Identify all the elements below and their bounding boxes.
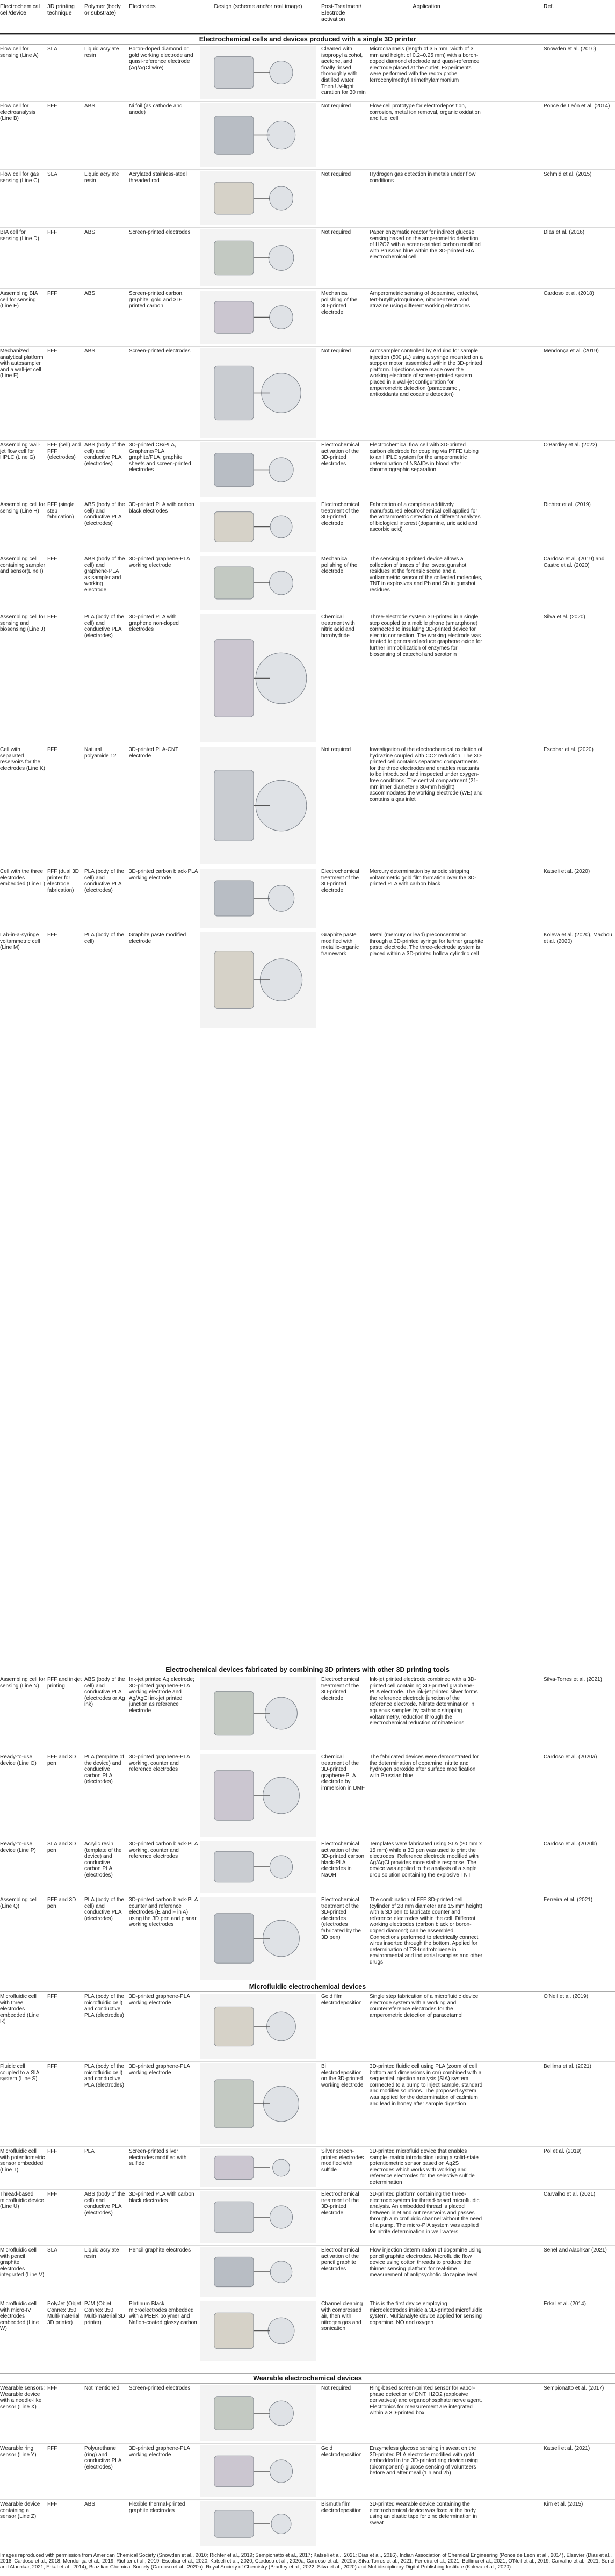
- reference: Erkal et al. (2014): [544, 2301, 586, 2307]
- polymer: PLA (body of the cell) and conductive PLA (electrodes): [84, 614, 124, 639]
- electrodes: 3D-printed graphene-PLA working electrode: [129, 1994, 190, 2006]
- table-row: [0, 2245, 615, 2299]
- post-treatment: Channel cleaning with compressed air, then with nitrogen gas and sonication: [321, 2301, 363, 2332]
- device-design-image: [200, 1841, 316, 1893]
- reference: Katseli et al. (2021): [544, 2445, 590, 2451]
- table-row: [0, 2146, 615, 2190]
- section-heading: Electrochemical devices fabricated by combining 3D printers with other 3D printing tools: [0, 1665, 615, 1675]
- post-treatment: Electrochemical treatment of the 3D-printed electrode: [321, 502, 359, 526]
- device-name: Lab-in-a-syringe voltammetric cell (Line M): [0, 932, 40, 951]
- post-treatment: Not required: [321, 2385, 351, 2391]
- electrodes: 3D-printed graphene-PLA working electrode: [129, 2445, 190, 2458]
- electrodes: 3D-printed CB/PLA, Graphene/PLA, graphite/PLA, graphite sheets and screen-printed electrodes: [129, 442, 191, 473]
- electrodes: Ni foil (as cathode and anode): [129, 103, 183, 116]
- printing-technique: FFF: [47, 2501, 57, 2507]
- post-treatment: Bismuth film electrodeposition: [321, 2501, 362, 2514]
- section-heading: Wearable electrochemical devices: [0, 2373, 615, 2384]
- printing-technique: FFF: [47, 2191, 57, 2197]
- table-row: [0, 2061, 615, 2147]
- reference: Katseli et al. (2020): [544, 869, 590, 875]
- device-design-image: [200, 2191, 316, 2243]
- electrodes: 3D-printed carbon black-PLA working, counter and reference electrodes: [129, 1841, 198, 1860]
- printing-technique: FFF: [47, 103, 57, 109]
- device-design-image: [200, 1897, 316, 1980]
- polymer: PJM (Objet Connex 350 Multi-material 3D printer): [84, 2301, 125, 2326]
- electrodes: 3D-printed PLA with graphene non-doped electrodes: [129, 614, 179, 633]
- table-row: [0, 554, 615, 612]
- table-row: [0, 1991, 615, 2062]
- polymer: ABS: [84, 103, 96, 109]
- device-design-image: [200, 614, 316, 742]
- post-treatment: Electrochemical treatment of the 3D-printed electrode: [321, 2191, 359, 2216]
- polymer: ABS: [84, 348, 96, 354]
- post-treatment: Silver screen-printed electrodes modified with sulfide: [321, 2148, 364, 2173]
- electrodes: Acrylated stainless-steel threaded rod: [129, 171, 187, 184]
- polymer: Liquid acrylate resin: [84, 2247, 119, 2260]
- post-treatment: Not required: [321, 171, 351, 177]
- header-cell: Application: [413, 3, 440, 10]
- application: Flow injection determination of dopamine using pencil graphite electrodes. Microfluidic flow device using cotton threads to produce the thinner sensing platform for real-time measurement of antipsychotic clozapine level: [370, 2247, 482, 2278]
- device-design-image: [200, 932, 316, 1028]
- printing-technique: SLA: [47, 2247, 57, 2253]
- printing-technique: FFF: [47, 2063, 57, 2069]
- device-design-image: [200, 556, 316, 610]
- device-name: Fluidic cell coupled to a SIA system (Line S): [0, 2063, 39, 2082]
- application: 3D-printed platform containing the three-electrode system for thread-based microfluidic analysis. An embedded thread is placed between inlet and out reservoirs and passes through a microfluidic channel without the need of a pump. The micro-PIA system was applied for nitrite determination in well waters: [370, 2191, 482, 2235]
- reference: Silva et al. (2020): [544, 614, 585, 620]
- electrodes: 3D-printed graphene-PLA working, counter and reference electrodes: [129, 1754, 190, 1773]
- printing-technique: FFF: [47, 747, 57, 753]
- reference: Mendonça et al. (2019): [544, 348, 599, 354]
- device-name: Wearable device containing a sensor (Line Z): [0, 2501, 40, 2520]
- device-name: Assembling cell containing sampler and sensor(Line I): [0, 556, 45, 575]
- printing-technique: FFF: [47, 229, 57, 235]
- reference: Ponce de León et al. (2014): [544, 103, 610, 109]
- polymer: Acrylic resin (template of the device) and conductive carbon PLA (electrodes): [84, 1841, 122, 1878]
- device-name: Microfluidic cell with potentiometric sensor embedded (Line T): [0, 2148, 45, 2173]
- post-treatment: Electrochemical activation of the 3D-printed carbon black-PLA electrodes in NaOH: [321, 1841, 365, 1878]
- printing-technique: FFF: [47, 348, 57, 354]
- electrodes: 3D-printed carbon black-PLA working electrode: [129, 869, 198, 881]
- application: Autosampler controlled by Arduino for sample injection (500 µL) using a syringe mounted on a stepper motor, assembled within the 3D-printed platform. Injections were made over the working electrode of screen-printed system placed in a wall-jet configuration for amperometric detection (paracetamol, antioxidants and cocaine detection): [370, 348, 483, 398]
- polymer: PLA (body of the cell) and conductive PLA (electrodes): [84, 869, 124, 893]
- reference: Sempionatto et al. (2017): [544, 2385, 604, 2391]
- printing-technique: PolyJet (Objet Connex 350 Multi-material 3D printer): [47, 2301, 81, 2326]
- reference: Ferreira et al. (2021): [544, 1897, 593, 1903]
- application: Ring-based screen-printed sensor for vapor-phase detection of DNT, H2O2 (explosive derivatives) and organophosphate nerve agent. Electronics for measurement are integrated within a 3D-printed box: [370, 2385, 482, 2416]
- device-name: Flow cell for gas sensing (Line C): [0, 171, 39, 184]
- device-design-image: [200, 442, 316, 497]
- device-design-image: [200, 348, 316, 438]
- reference: O'Bardley et al. (2022): [544, 442, 597, 448]
- device-design-image: [200, 869, 316, 928]
- device-design-image: [200, 2247, 316, 2297]
- device-name: Assembling cell (Line Q): [0, 1897, 38, 1909]
- table-row: [0, 2499, 615, 2549]
- electrodes: Screen-printed electrodes: [129, 229, 191, 235]
- header-cell: 3D printing technique: [47, 3, 75, 16]
- electrodes: Screen-printed carbon, graphite, gold and 3D-printed carbon: [129, 291, 184, 309]
- electrodes: Flexible thermal-printed graphite electrodes: [129, 2501, 185, 2514]
- device-design-image: [200, 103, 316, 167]
- printing-technique: FFF: [47, 556, 57, 562]
- device-design-image: [200, 2301, 316, 2361]
- device-name: Ready-to-use device (Line O): [0, 1754, 37, 1766]
- electrodes: 3D-printed PLA with carbon black electrodes: [129, 502, 194, 514]
- polymer: ABS (body of the cell) and graphene-PLA as sampler and working electrode: [84, 556, 125, 593]
- device-name: Flow cell for electroanalysis (Line B): [0, 103, 36, 122]
- section-heading: Electrochemical cells and devices produced with a single 3D printer: [0, 34, 615, 45]
- printing-technique: FFF (single step fabrication): [47, 502, 75, 521]
- post-treatment: Electrochemical treatment of the 3D-printed electrode: [321, 869, 359, 893]
- reference: Richter et al. (2019): [544, 502, 591, 508]
- post-treatment: Electrochemical activation of the pencil graphite electrodes: [321, 2247, 359, 2272]
- table-row: [0, 1895, 615, 1982]
- header-cell: Electrochemical cell/device: [0, 3, 40, 16]
- device-design-image: [200, 171, 316, 225]
- device-design-image: [200, 1994, 316, 2059]
- post-treatment: Chemical treatment of the 3D-printed graphene-PLA electrode by immersion in DMF: [321, 1754, 365, 1791]
- table-row: [0, 101, 615, 170]
- printing-technique: SLA: [47, 46, 57, 52]
- reference: Snowden et al. (2010): [544, 46, 596, 52]
- header-cell: Design (scheme and/or real image): [214, 3, 302, 10]
- polymer: Not mentioned: [84, 2385, 120, 2391]
- table-row: [0, 288, 615, 347]
- printing-technique: FFF: [47, 2385, 57, 2391]
- polymer: ABS: [84, 2501, 96, 2507]
- electrodes: 3D-printed PLA-CNT electrode: [129, 747, 179, 759]
- application: Amperometric sensing of dopamine, catechol, tert-butylhydroquinone, nitrobenzene, and atrazine using different working electrodes: [370, 291, 479, 309]
- reference: Koleva et al. (2020), Machou et al. (2020): [544, 932, 612, 944]
- post-treatment: Not required: [321, 348, 351, 354]
- table-row: [0, 2189, 615, 2246]
- printing-technique: FFF (dual 3D printer for electrode fabrication): [47, 869, 79, 893]
- printing-technique: FFF: [47, 2148, 57, 2154]
- reference: Escobar et al. (2020): [544, 747, 594, 753]
- table-row: [0, 346, 615, 441]
- device-name: Thread-based microfluidic device (Line U): [0, 2191, 44, 2210]
- reference: Carvalho et al. (2021): [544, 2191, 596, 2197]
- application: The combination of FFF 3D-printed cell (cylinder of 28 mm diameter and 15 mm height) with a 3D pen to fabricate counter and reference electrodes within the cell. Different working electrodes (carbon black or boron-doped diamond) can be assembled. Connections performed to electrically connect wires inserted through the bottom. Applied for determination of TS-trinitrotoluene in environmental and industrial samples and other drugs: [370, 1897, 483, 1965]
- header-cell: Ref.: [544, 3, 554, 10]
- device-name: Assembling cell for sensing and biosensing (Line J): [0, 614, 45, 633]
- post-treatment: Electrochemical activation of the 3D-printed electrodes: [321, 442, 359, 467]
- device-name: Assembling cell for sensing (Line N): [0, 1677, 45, 1689]
- printing-technique: FFF and 3D pen: [47, 1754, 76, 1766]
- table-row: [0, 2299, 615, 2363]
- table-row: [0, 1675, 615, 1752]
- printing-technique: FFF and 3D pen: [47, 1897, 76, 1909]
- electrodes: Graphite paste modified electrode: [129, 932, 186, 944]
- electrodes: 3D-printed graphene-PLA working electrode: [129, 2063, 190, 2076]
- electrodes: Screen-printed electrodes: [129, 348, 191, 354]
- polymer: PLA (body of the cell): [84, 932, 124, 944]
- polymer: ABS (body of the cell) and conductive PLA (electrodes): [84, 2191, 125, 2216]
- table-row: [0, 745, 615, 867]
- application: Electrochemical flow cell with 3D-printed carbon electrode for coupling via PTFE tubing to an HPLC system for the amperometric determination of NSAIDs in blood after chromatographic separation: [370, 442, 479, 473]
- printing-technique: FFF: [47, 932, 57, 938]
- printing-technique: FFF (cell) and FFF (electrodes): [47, 442, 81, 461]
- electrodes: Platinum Black microelectrodes embedded with a PEEK polymer and Nafion-coated glassy carbon: [129, 2301, 197, 2326]
- application: The sensing 3D-printed device allows a collection of traces of the lowest gunshot residues at the forensic scene and a voltammetric sensor of the collected molecules, TNT in explosives and Pb and Sb in gunshot residues: [370, 556, 483, 593]
- device-design-image: [200, 229, 316, 286]
- polymer: Natural polyamide 12: [84, 747, 117, 759]
- device-design-image: [200, 2501, 316, 2546]
- printing-technique: FFF: [47, 291, 57, 297]
- application: Flow-cell prototype for electrodeposition, corrosion, metal ion removal, organic oxidation and fuel cell: [370, 103, 481, 122]
- post-treatment: Graphite paste modified with metallic-organic framework: [321, 932, 359, 957]
- section-heading: Microfluidic electrochemical devices: [0, 1982, 615, 1992]
- electrodes: 3D-printed graphene-PLA working electrode: [129, 556, 190, 568]
- device-design-image: [200, 2063, 316, 2144]
- polymer: PLA (body of the microfluidic cell) and conductive PLA (electrodes): [84, 2063, 124, 2088]
- device-name: Microfluidic cell with three electrodes embedded (Line R): [0, 1994, 39, 2025]
- header-cell: Electrodes: [129, 3, 156, 10]
- header-cell: Post-Treatment/ Electrode activation: [321, 3, 361, 23]
- electrodes: 3D-printed carbon black-PLA counter and reference electrodes (E and F in A) using the 3D pen and planar working electrodes: [129, 1897, 198, 1928]
- electrodes: Pencil graphite electrodes: [129, 2247, 191, 2253]
- polymer: PLA (body of the microfluidic cell) and conductive PLA (electrodes): [84, 1994, 124, 2018]
- device-name: Wearable ring sensor (Line Y): [0, 2445, 37, 2458]
- printing-technique: FFF: [47, 614, 57, 620]
- electrodes: Screen-printed electrodes: [129, 2385, 191, 2391]
- application: 3D-printed fluidic cell using PLA (zoom of cell bottom and dimensions in cm) combined with a sequential injection analysis (SIA) system connected to a pump to inject sample, standard and modifier solutions. The proposed system was applied for the determination of cadmium and lead in honey after sample digestion: [370, 2063, 483, 2107]
- polymer: Liquid acrylate resin: [84, 171, 119, 184]
- post-treatment: Gold electrodeposition: [321, 2445, 362, 2458]
- reference: Dias et al. (2016): [544, 229, 585, 235]
- device-name: Cell with the three electrodes embedded (Line L): [0, 869, 45, 887]
- device-name: Ready-to-use device (Line P): [0, 1841, 36, 1853]
- polymer: PLA: [84, 2148, 95, 2154]
- polymer: ABS: [84, 291, 96, 297]
- printing-technique: SLA and 3D pen: [47, 1841, 76, 1853]
- electrodes: Boron-doped diamond or gold working electrode and quasi-reference electrode (Ag/AgCl wire): [129, 46, 193, 71]
- printing-technique: FFF: [47, 1994, 57, 2000]
- reference: Cardoso et al. (2019) and Castro et al. (2020): [544, 556, 605, 568]
- reference: Kim et al. (2015): [544, 2501, 583, 2507]
- reference: Pol et al. (2019): [544, 2148, 582, 2154]
- table-header: [0, 0, 615, 34]
- reference: Cardoso et al. (2020a): [544, 1754, 597, 1760]
- printing-technique: FFF and inkjet printing: [47, 1677, 82, 1689]
- polymer: Liquid acrylate resin: [84, 46, 119, 59]
- reference: Cardoso et al. (2018): [544, 291, 594, 297]
- table-row: [0, 227, 615, 289]
- electrodes: Ink-jet printed Ag electrode; 3D-printed graphene-PLA working electrode and Ag/AgCl ink-jet printed junction as reference electrode: [129, 1677, 194, 1714]
- device-design-image: [200, 1754, 316, 1837]
- device-design-image: [200, 291, 316, 344]
- table-row: [0, 500, 615, 554]
- table-row: [0, 440, 615, 500]
- polymer: ABS (body of the cell) and conductive PLA (electrodes): [84, 442, 125, 467]
- application: 3D-printed microfluid device that enables sample–matrix introduction using a solid-state potentiometric sensor based on Ag2S electrodes which works with working and reference electrodes for the selective sulfide determination: [370, 2148, 479, 2185]
- device-name: Assembling wall-jet flow cell for HPLC (Line G): [0, 442, 41, 461]
- printing-technique: FFF: [47, 2445, 57, 2451]
- post-treatment: Bi electrodeposition on the 3D-printed working electrode: [321, 2063, 364, 2088]
- header-cell: Polymer (body or substrate): [84, 3, 121, 16]
- electrodes: Screen-printed silver electrodes modified with sulfide: [129, 2148, 187, 2167]
- application: Mercury determination by anodic stripping voltammetric gold film formation over the 3D-printed PLA with carbon black: [370, 869, 476, 887]
- table-row: [0, 2443, 615, 2500]
- application: This is the first device employing microelectrodes inside a 3D-printed microfluidic system. Multianalyte device applied for sensing dopamine, NO and oxygen: [370, 2301, 483, 2326]
- polymer: ABS (body of the cell) and conductive PLA (electrodes or Ag ink): [84, 1677, 125, 1708]
- table-row: [0, 930, 615, 1030]
- application: Investigation of the electrochemical oxidation of hydrazine coupled with CO2 reduction. The 3D-printed cell contains separated compartments for the three electrodes and enables reactants to be introduced and inspected under oxygen-free conditions. The central compartment (21-mm inner diameter x 80-mm height) accommodates the working electrode (WE) and contains a gas inlet: [370, 747, 483, 803]
- post-treatment: Not required: [321, 103, 351, 109]
- application: Templates were fabricated using SLA (20 mm x 15 mm) while a 3D pen was used to print the electrodes. Reference electrode modified with Ag/AgCl provides more stable response. The device was applied to the analysis of a single drop solution containing the explosive TNT: [370, 1841, 482, 1878]
- post-treatment: Cleaned with isopropyl alcohol, acetone, and finally rinsed thoroughly with distilled water. Then UV-light curation for 30 min: [321, 46, 366, 96]
- device-name: Microfluidic cell with micro-IV electrodes embedded (Line W): [0, 2301, 39, 2332]
- post-treatment: Mechanical polishing of the 3D-printed electrode: [321, 291, 358, 315]
- device-name: Microfluidic cell with pencil graphite electrodes integrated (Line V): [0, 2247, 45, 2278]
- post-treatment: Mechanical polishing of the electrode: [321, 556, 358, 575]
- device-design-image: [200, 747, 316, 864]
- application: Single step fabrication of a microfluidic device electrode system with a working and counterreference electrodes for the amperometric detection of paracetamol: [370, 1994, 479, 2018]
- post-treatment: Gold film electrodeposition: [321, 1994, 362, 2006]
- table-row: [0, 1839, 615, 1895]
- application: Three-electrode system 3D-printed in a single step coupled to a mobile phone (smartphone) connected to insulating 3D-printed device for electric connection. The working electrode was treated to generated reduce graphene oxide for further immobilization of enzymes for biosensing of catechol and serotonin: [370, 614, 482, 658]
- post-treatment: Chemical treatment with nitric acid and borohydride: [321, 614, 355, 639]
- device-name: Cell with separated reservoirs for the electrodes (Line K): [0, 747, 45, 771]
- application: The fabricated devices were demonstrated for the determination of dopamine, nitrite and hydrogen peroxide after surface modification with Prussian blue: [370, 1754, 479, 1779]
- device-design-image: [200, 2385, 316, 2441]
- reference: Bellima et al. (2021): [544, 2063, 591, 2069]
- table-row: [0, 169, 615, 228]
- device-name: BIA cell for sensing (Line D): [0, 229, 39, 242]
- electrodes: 3D-printed PLA with carbon black electrodes: [129, 2191, 194, 2204]
- post-treatment: Not required: [321, 747, 351, 753]
- device-design-image: [200, 2445, 316, 2497]
- device-name: Assembling cell for sensing (Line H): [0, 502, 45, 514]
- post-treatment: Electrochemical treatment of the 3D-printed electrode: [321, 1677, 359, 1701]
- reference: Schmid et al. (2015): [544, 171, 592, 177]
- device-name: Assembling BIA cell for sensing (Line E): [0, 291, 38, 309]
- application: Ink-jet printed electrode combined with a 3D-printed cell containing 3D-printed graphene-PLA electrode. The ink-jet printed silver forms the reference electrode junction of the reference electrode. Nitrate determination in aqueous samples by cathodic stripping voltammetry, reduction through the electrochemical reduction of nitrate ions: [370, 1677, 478, 1727]
- application: 3D-printed wearable device containing the electrochemical device was fixed at the body using an elastic tape for zinc determination in sweat: [370, 2501, 477, 2526]
- application: Fabrication of a complete additively manufactured electrochemical cell applied for the voltammetric detection of different analytes of biological interest (dopamine, uric acid and ascorbic acid): [370, 502, 481, 533]
- application: Enzymeless glucose sensing in sweat on the 3D-printed PLA electrode modified with gold embedded in the 3D-printed ring device using (bicomponent) glucose sensing of volunteers before and after meal (1 h and 2h): [370, 2445, 478, 2477]
- device-design-image: [200, 1677, 316, 1750]
- reference: Cardoso et al. (2020b): [544, 1841, 597, 1847]
- table-row: [0, 1752, 615, 1839]
- device-name: Wearable sensors: Wearable device with a needle-like sensor (Line X): [0, 2385, 45, 2410]
- table-row: [0, 2383, 615, 2444]
- device-design-image: [200, 502, 316, 552]
- polymer: PLA (body of the cell) and conductive PLA (electrodes): [84, 1897, 124, 1922]
- device-name: Mechanized analytical platform with autosampler and a wall-jet cell (Line F): [0, 348, 44, 379]
- polymer: PLA (template of the device) and conductive carbon PLA (electrodes): [84, 1754, 124, 1785]
- table-row: [0, 44, 615, 102]
- post-treatment: Electrochemical treatment of the 3D-printed electrodes (electrodes fabricated by the 3D pen): [321, 1897, 361, 1940]
- polymer: ABS (body of the cell) and conductive PLA (electrodes): [84, 502, 125, 526]
- polymer: ABS: [84, 229, 96, 235]
- application: Metal (mercury or lead) preconcentration through a 3D-printed syringe for further graphite paste electrode. The three-electrode system is placed within a 3D-printed hollow cylindric cell: [370, 932, 483, 957]
- reference: Silva-Torres et al. (2021): [544, 1677, 602, 1683]
- application: Hydrogen gas detection in metals under flow conditions: [370, 171, 476, 184]
- reference: Senel and Alachkar (2021): [544, 2247, 607, 2253]
- application: Microchannels (length of 3.5 mm, width of 3 mm and height of 0.2–0.25 mm) with a boron-doped diamond electrode and quasi-reference electrode placed at the outlet. Experiments were performed with the redox probe ferrocenylmethyl Trimethylammonium: [370, 46, 480, 83]
- printing-technique: SLA: [47, 171, 57, 177]
- device-design-image: [200, 46, 316, 99]
- reference: O'Neil et al. (2019): [544, 1994, 589, 2000]
- device-name: Flow cell for sensing (Line A): [0, 46, 39, 59]
- table-footnote: Images reproduced with permission from American Chemical Society (Snowden et al., 2010; Richter et al., 2019; Sempionatto et al., 2017; Katseli et al., 2021; Dias et al., 2016), Indian Association of Chemical Engineering (Ponce de León et al., 2014), Elsevier (Dias et al., 2016; Cardoso et al., 2018; Mendonça et al., 2019; Richter et al., 2019; Escobar et al., 2020; Katseli et al., 2020; Cardoso et al., 2020a; Cardoso et al., 2020b; Silva-Torres et al., 2021; Ferreira et al., 2021; Bellima et al., 2021; O'Neil et al., 2019; Carvalho et al., 2021; Senel and Alachkar, 2021; Erkal et al., 2014), Brazilian Chemical Society (Cardoso et al., 2020a), Royal Society of Chemistry (Bradley et al., 2022; Silva et al., 2020) and Multidisciplinary Digital Publishing Institute (Koleva et al., 2020).: [0, 2550, 615, 2570]
- application: Paper enzymatic reactor for indirect glucose sensing based on the amperometric detection of H2O2 with a screen-printed carbon modified with Prussian blue within the 3D-printed BIA electrochemical cell: [370, 229, 481, 261]
- post-treatment: Not required: [321, 229, 351, 235]
- polymer: Polyurethane (ring) and conductive PLA (electrodes): [84, 2445, 121, 2470]
- device-design-image: [200, 2148, 316, 2187]
- table-row: [0, 612, 615, 745]
- table-row: [0, 867, 615, 930]
